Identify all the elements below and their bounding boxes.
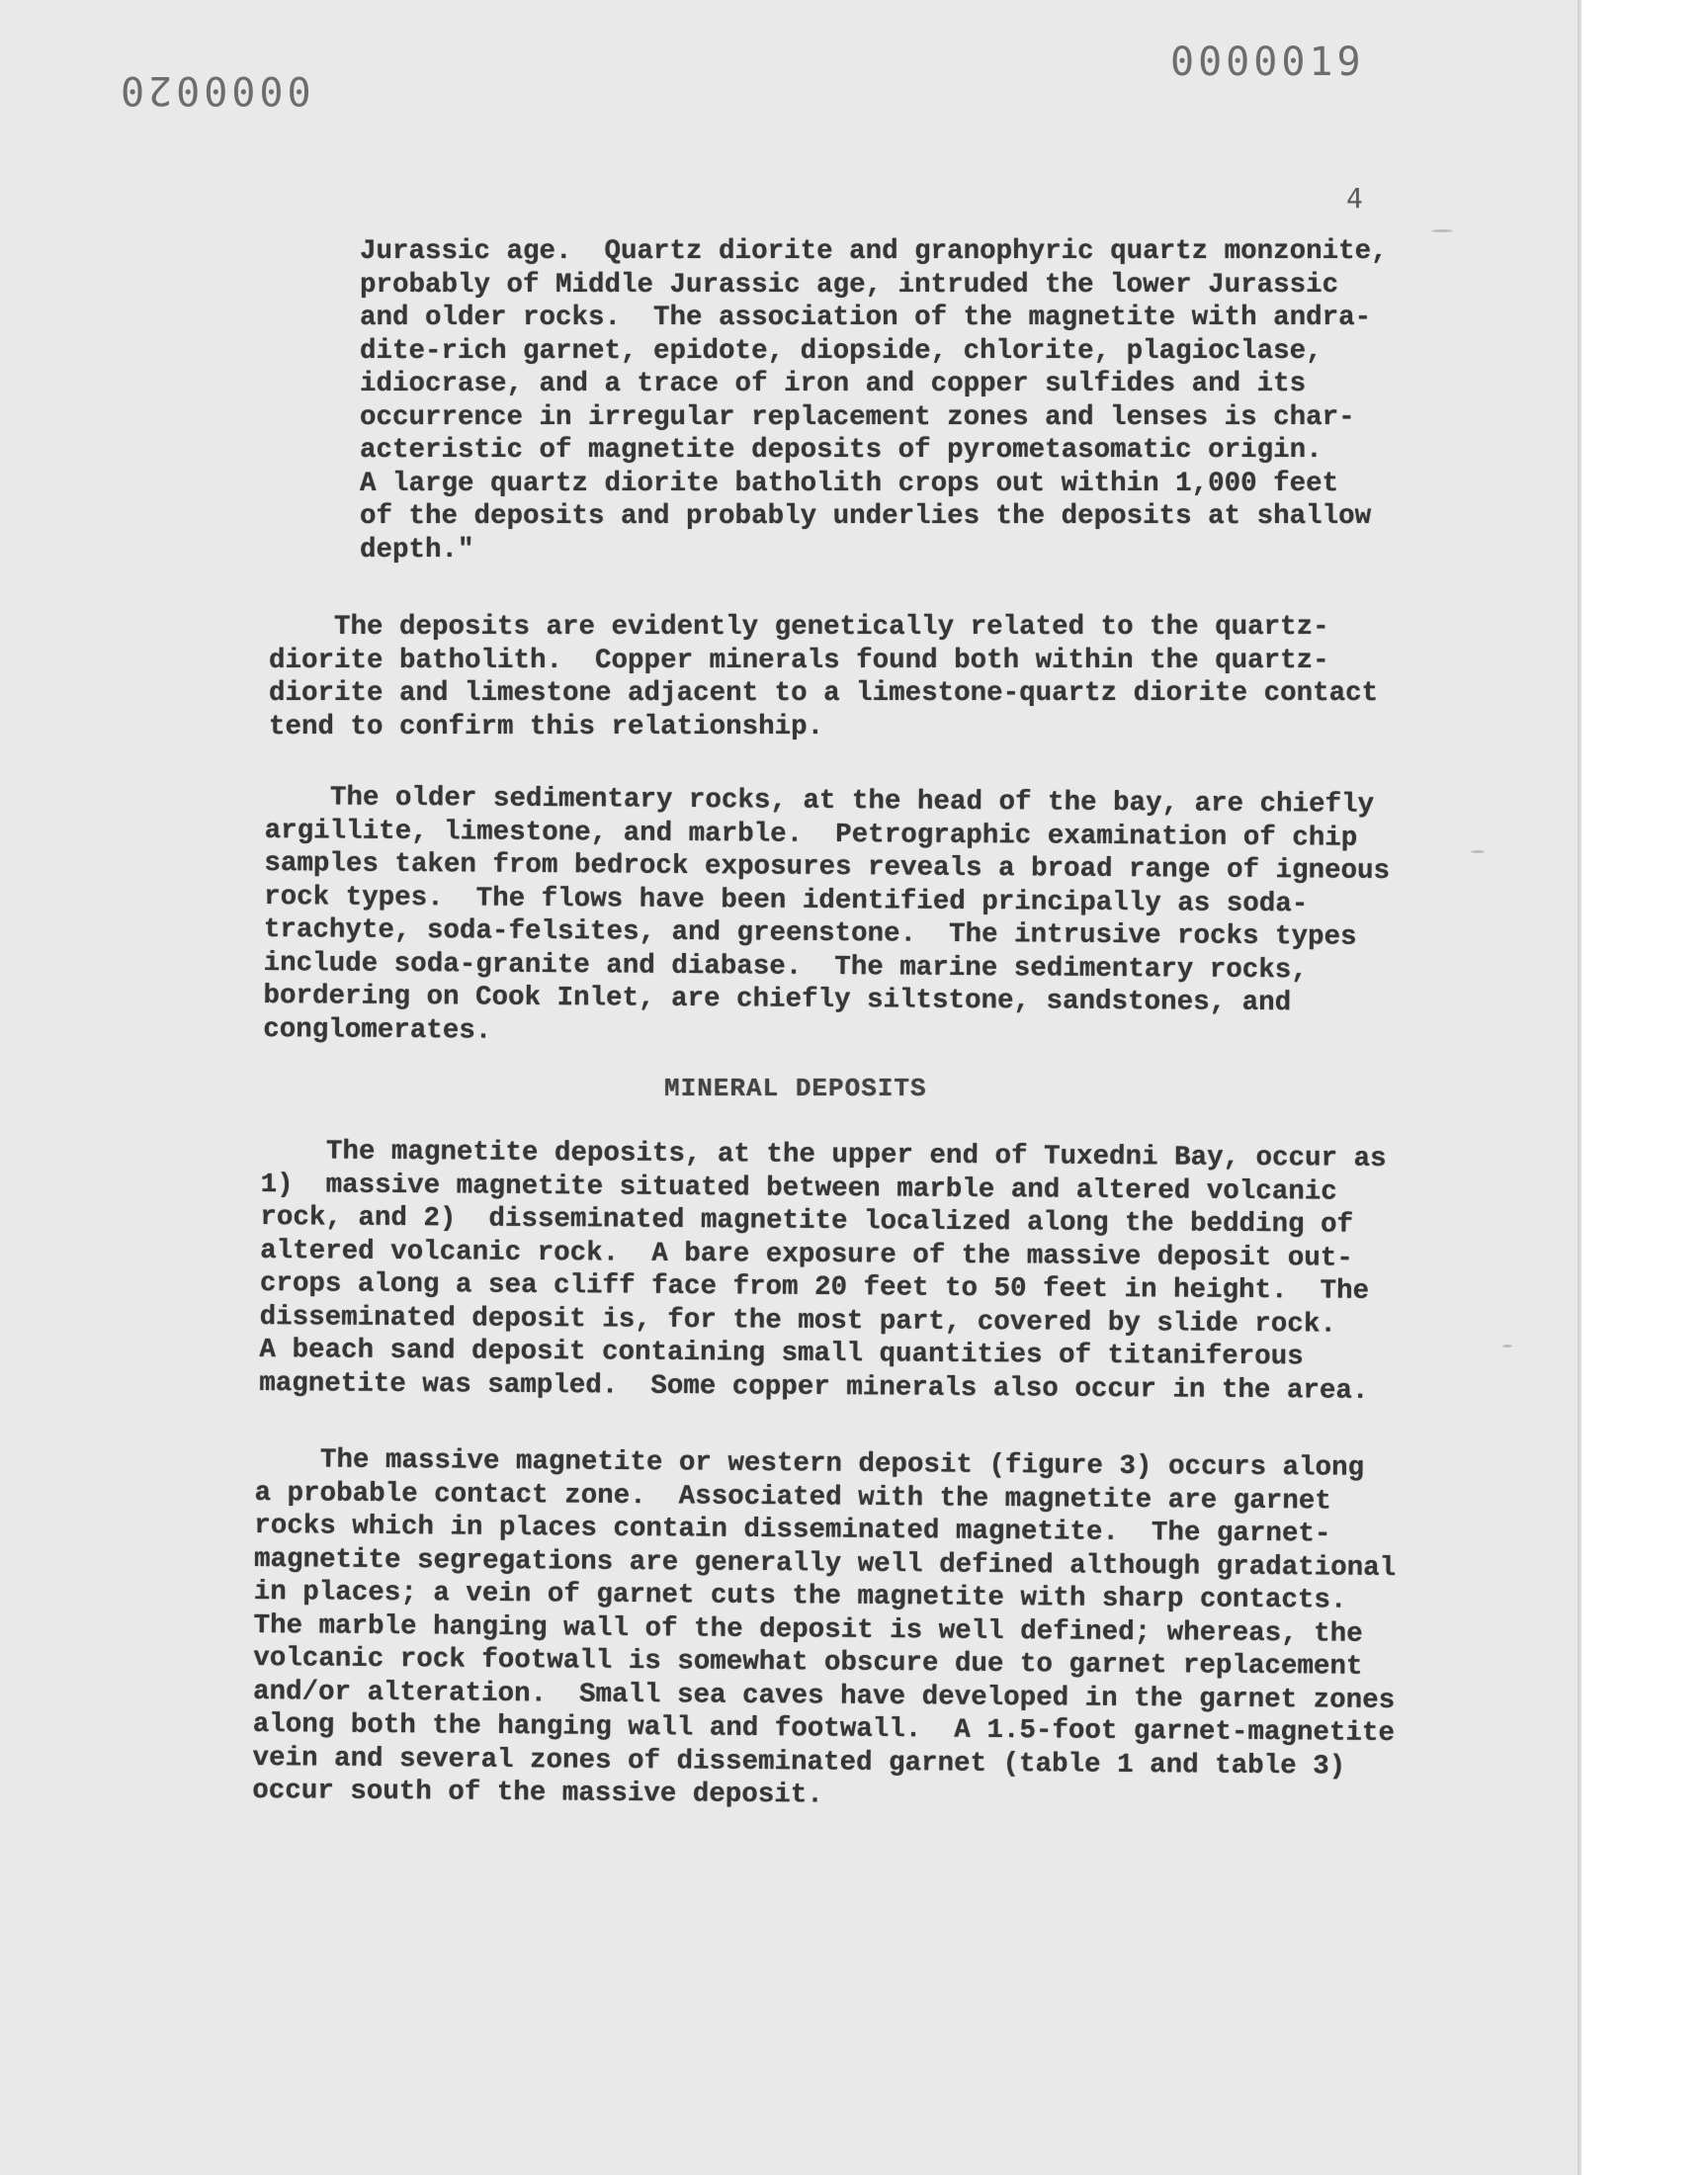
page-stamp-right: 0000019 xyxy=(1170,40,1365,85)
paragraph-western-deposit: The massive magnetite or western deposit (figure 3) occurs along a probable contact zone. Associated with the magnetite are garnet rocks which in places contain disseminated magnetite. The garnet- magnetite segregations are generally well defined although gradational in places; a vein of garnet cuts the magnetite with sharp contacts. The marble hanging wall of the deposit is well defined; whereas, the volcanic rock footwall is somewhat obscure due to garnet replacement and/or alteration. Small sea caves have developed in the garnet zones along both the hanging wall and footwall. A 1.5-foot garnet-magnetite vein and several zones of disseminated garnet (table 1 and table 3) occur south of the massive deposit. xyxy=(252,1444,1397,1811)
scan-speck xyxy=(1471,850,1485,853)
quote-paragraph: Jurassic age. Quartz diorite and granophyric quartz monzonite, probably of Middle Jurassic age, intruded the lower Jurassic and older rocks. The association of the magnetite with andra- dite-rich garnet, epidote, diopside, chlorite, plagioclase, idiocrase, and a trace of iron and copper sulfides and its occurrence in irregular replacement zones and lenses is char- acteristic of magnetite deposits of pyrometasomatic origin. A large quartz diorite batholith crops out within 1,000 feet of the deposits and probably underlies the deposits at shallow depth." xyxy=(360,236,1388,566)
paragraph-magnetite-deposits: The magnetite deposits, at the upper end of Tuxedni Bay, occur as 1) massive magnetite situated between marble and altered volcanic rock, and 2) disseminated magnetite localized along the bedding of altered volcanic rock. A bare exposure of the massive deposit out- crops along a sea cliff face from 20 feet to 50 feet in height. The disseminated deposit is, for the most part, covered by slide rock. A beach sand deposit containing small quantities of titaniferous magnetite was sampled. Some copper minerals also occur in the area. xyxy=(259,1136,1387,1407)
scanner-background xyxy=(1581,0,1708,2175)
section-heading: MINERAL DEPOSITS xyxy=(664,1074,927,1103)
page-number: 4 xyxy=(1346,182,1363,215)
paragraph-genetic-relation: The deposits are evidently genetically related to the quartz- diorite batholith. Copper minerals found both within the quartz- diorite and limestone adjacent to a limestone-quartz diorite contact tend to confirm this relationship. xyxy=(269,612,1379,742)
page-stamp-left: 0000020 xyxy=(117,67,311,113)
scan-speck xyxy=(1431,229,1453,232)
paragraph-sedimentary-rocks: The older sedimentary rocks, at the head of the bay, are chiefly argillite, limestone, and marble. Petrographic examination of chip samples taken from bedrock exposures reveals a broad range of igneous rock types. The flows have been identified principally as soda- trachyte, soda-felsites, and greenstone. The intrusive rocks types include soda-granite and diabase. The marine sedimentary rocks, bordering on Cook Inlet, are chiefly siltstone, sandstones, and conglomerates. xyxy=(263,782,1391,1047)
scan-speck xyxy=(1502,1345,1512,1348)
